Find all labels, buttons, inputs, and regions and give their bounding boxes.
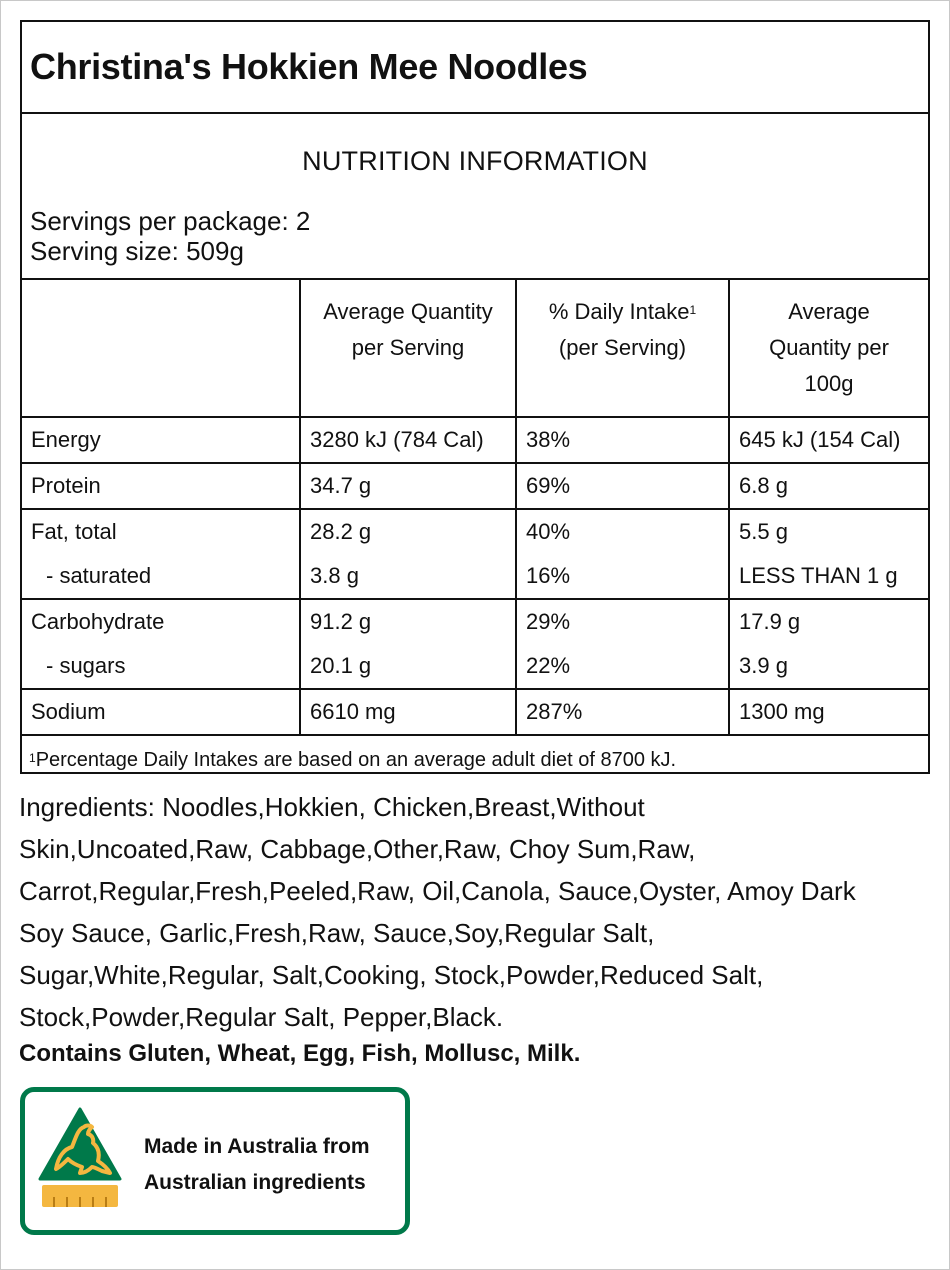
- row-serving-value: 6610 mg: [300, 689, 516, 734]
- row-serving-value: 3280 kJ (784 Cal): [300, 417, 516, 463]
- nutrition-panel: [20, 20, 930, 774]
- table-row: [22, 644, 928, 689]
- row-daily-value: 16%: [516, 554, 729, 599]
- header-qty-100g: [729, 280, 928, 417]
- row-per100g-value: 5.5 g: [729, 509, 928, 554]
- row-per100g-value: 6.8 g: [729, 463, 928, 509]
- ingredients-list: [19, 786, 919, 1038]
- table-row: [22, 599, 928, 644]
- header-daily-line2: (per Serving): [558, 335, 687, 360]
- table-row: [22, 417, 928, 463]
- row-daily-value: 22%: [516, 644, 729, 689]
- row-daily-value: 287%: [516, 689, 729, 734]
- table-row: [22, 689, 928, 734]
- footnote-text: Percentage Daily Intakes are based on an average adult diet of 8700 kJ.: [35, 748, 677, 771]
- row-label: - sugars: [46, 653, 126, 678]
- row-daily-value: 40%: [516, 509, 729, 554]
- ingredients-line: Skin,Uncoated,Raw, Cabbage,Other,Raw, Choy Sum,Raw,: [19, 834, 696, 864]
- header-qty-100g-line1: Average: [788, 299, 870, 324]
- allergen-statement: Contains Gluten, Wheat, Egg, Fish, Mollusc, Milk.: [19, 1040, 581, 1067]
- servings-info: [30, 206, 310, 266]
- product-title: Christina's Hokkien Mee Noodles: [22, 22, 928, 114]
- table-row: [22, 509, 928, 554]
- header-qty-100g-line3: 100g: [804, 371, 854, 396]
- serving-size: Serving size: 509g: [30, 236, 244, 266]
- nutrition-table: [22, 280, 928, 734]
- row-label: Carbohydrate: [22, 599, 300, 644]
- row-per100g-value: 645 kJ (154 Cal): [729, 417, 928, 463]
- header-qty-serving-line1: Average Quantity: [323, 299, 493, 324]
- row-label: Fat, total: [22, 509, 300, 554]
- header-daily-line1: % Daily Intake: [548, 299, 690, 324]
- kangaroo-triangle-logo-icon: [38, 1107, 122, 1211]
- footnote: [22, 734, 928, 784]
- row-label: Sodium: [22, 689, 300, 734]
- row-label: Energy: [31, 427, 101, 452]
- ingredients-line: Carrot,Regular,Fresh,Peeled,Raw, Oil,Canola, Sauce,Oyster, Amoy Dark: [19, 876, 856, 906]
- table-header-row: [22, 280, 928, 417]
- row-label: - saturated: [46, 563, 152, 588]
- row-serving-value: 3.8 g: [300, 554, 516, 599]
- row-per100g-value: 3.9 g: [729, 644, 928, 689]
- made-in-australia-badge: [20, 1087, 410, 1235]
- row-daily-value: 38%: [516, 417, 729, 463]
- ingredients-line: Soy Sauce, Garlic,Fresh,Raw, Sauce,Soy,Regular Salt,: [19, 918, 655, 948]
- header-qty-100g-line2: Quantity per: [769, 335, 889, 360]
- ingredients-line: Sugar,White,Regular, Salt,Cooking, Stock,Powder,Reduced Salt,: [19, 960, 764, 990]
- row-per100g-value: 17.9 g: [729, 599, 928, 644]
- servings-per-package: Servings per package: 2: [30, 206, 311, 236]
- footnote-sup: 1: [29, 751, 36, 765]
- row-daily-value: 69%: [516, 463, 729, 509]
- made-in-text: [144, 1129, 370, 1201]
- table-row: [22, 463, 928, 509]
- header-qty-serving-line2: per Serving: [351, 335, 465, 360]
- ingredients-line: Stock,Powder,Regular Salt, Pepper,Black.: [19, 1002, 504, 1032]
- made-in-line2: Australian ingredients: [144, 1171, 366, 1194]
- row-per100g-value: 1300 mg: [729, 689, 928, 734]
- row-serving-value: 20.1 g: [300, 644, 516, 689]
- row-serving-value: 34.7 g: [300, 463, 516, 509]
- header-daily-intake: [516, 280, 729, 417]
- nutrition-heading: NUTRITION INFORMATION: [302, 146, 648, 176]
- header-qty-serving: [300, 280, 516, 417]
- made-in-line1: Made in Australia from: [144, 1135, 370, 1158]
- header-blank: [22, 280, 300, 417]
- row-label: Protein: [22, 463, 300, 509]
- row-serving-value: 28.2 g: [300, 509, 516, 554]
- nutrition-header: [22, 114, 928, 280]
- row-daily-value: 29%: [516, 599, 729, 644]
- row-serving-value: 91.2 g: [300, 599, 516, 644]
- header-daily-sup: 1: [689, 303, 697, 317]
- row-per100g-value: LESS THAN 1 g: [729, 554, 928, 599]
- ingredients-line: Ingredients: Noodles,Hokkien, Chicken,Breast,Without: [19, 792, 645, 822]
- table-row: [22, 554, 928, 599]
